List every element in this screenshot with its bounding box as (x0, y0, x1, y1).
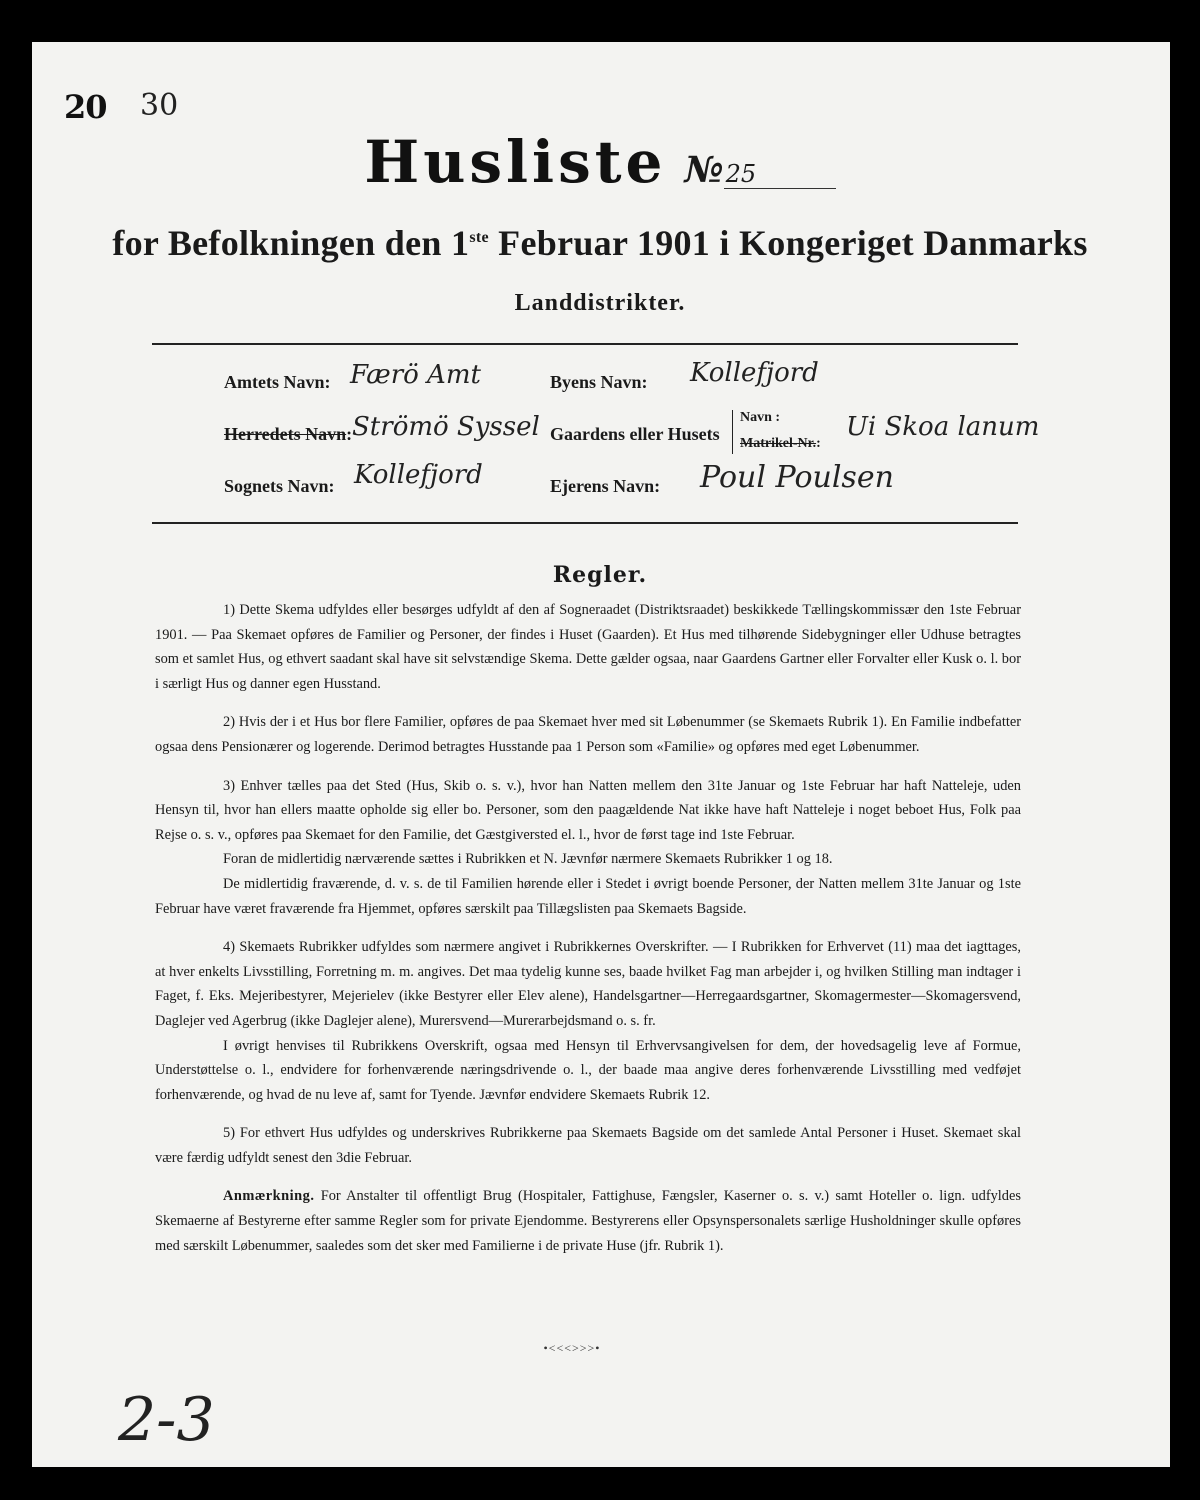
gaard-sub-matr-wrap: Matrikel-Nr.: (740, 436, 821, 451)
ornament-divider: •<<<>>>• (543, 1341, 601, 1355)
page-number-left: 20 (64, 88, 107, 126)
rule-3-note-a: Foran de midlertidig nærværende sættes i Rubrikken et N. Jævnfør nærmere Skemaets Rubrikker 1 og 18. (223, 851, 833, 868)
rule-4-note: I øvrigt henvises til Rubrikkens Overskrift, ogsaa med Hensyn til Erhvervsangivelsen for dem, der hovedsagelig leve af Formue, Understøttelse o. l., endvidere for forhenværende næringsdrivende o. l., der baade maa angive deres forhenværende Livsstilling med vedføjet forhenværende, og hvad de nu leve af, samt for Tyende. Jævnfør endvidere Skemaets Rubrik 12. (155, 1037, 1021, 1103)
herred-label: Herredets Navn (224, 424, 347, 444)
gaard-value: Ui Skoa lanum (846, 412, 1040, 442)
by-value: Kollefjord (690, 358, 819, 388)
rule-1: 1) Dette Skema udfyldes eller besørges udfyldt af den af Sogneraadet (Distriktsraadet) beskikkede Tællingskommissær den 1ste Februar 1901. — Paa Skemaet opføres de Familier og Personer, der findes i Huset (Gaarden). Et Hus med tilhørende Sidebygninger eller Udhuse betragtes som et samlet Hus, og ethvert saadant skal have sit selvstændige Skema. Dette gælder ogsaa, naar Gaardens Gartner eller Forvalter eller Kusk o. l. bor i særligt Hus og danner egen Husstand. (155, 602, 1021, 692)
list-number: 25 (724, 160, 836, 189)
sogn-label: Sognets Navn: (224, 476, 335, 496)
amt-label: Amtets Navn: (224, 372, 331, 392)
herred-value: Strömö Syssel (352, 412, 540, 442)
page-number-right: 30 (140, 88, 179, 123)
title-row (0, 128, 1200, 196)
gaard-sub-matr: Matrikel-Nr. (740, 436, 817, 451)
number-label: № (684, 149, 724, 191)
amt-value: Færö Amt (350, 360, 481, 390)
divider-top (152, 343, 1018, 345)
gaard-sub-name: Navn : (740, 410, 781, 425)
rule-4: 4) Skemaets Rubrikker udfyldes som nærmere angivet i Rubrikkernes Overskrifter. — I Rubrikken for Erhvervet (11) maa det iagttages, at hver enkelts Livsstilling, Forretning m. m. angives. Det maa tydelig kunne ses, baade hvilket Fag man arbejder i, og hvilken Stilling man indtager i Faget, f. Eks. Mejeribestyrer, Mejerielev (ikke Bestyrer eller Elev alene), Handelsgartner—Herregaardsgartner, Skomagermester—Skomagersvend, Daglejer ved Agerbrug (ikke Daglejer alene), Murersvend—Murerarbejdsmand o. s. fr. (155, 939, 1021, 1029)
handwritten-note: 2-3 (118, 1385, 215, 1455)
subtitle-superscript: ste (469, 229, 489, 246)
annotation (155, 1184, 1021, 1258)
rules-body (155, 598, 1021, 1272)
sogn-value: Kollefjord (354, 460, 483, 490)
gaard-label: Gaardens eller Husets (550, 424, 720, 444)
ejer-label: Ejerens Navn: (550, 476, 661, 496)
herred-label-wrap: Herredets Navn: (224, 424, 353, 444)
rules-heading: Regler. (552, 562, 648, 588)
rule-2: 2) Hvis der i et Hus bor flere Familier, opføres de paa Skemaet hver med sit Løbenummer (se Skemaets Rubrik 1). En Familie indbefatter ogsaa dens Pensionærer og logerende. Derimod betragtes Husstande paa 1 Person som «Familie» og opføres med eget Løbenummer. (155, 714, 1021, 755)
document-title: Husliste (364, 128, 667, 196)
by-label: Byens Navn: (550, 372, 648, 392)
ejer-value: Poul Poulsen (700, 460, 894, 495)
subtitle (0, 222, 1200, 264)
rule-5: 5) For ethvert Hus udfyldes og underskrives Rubrikkerne paa Skemaets Bagside om det samlede Antal Personer i Huset. Skemaet skal være færdig udfyldt senest den 3die Februar. (155, 1125, 1021, 1166)
annotation-label: Anmærkning. (223, 1188, 315, 1205)
rule-3: 3) Enhver tælles paa det Sted (Hus, Skib o. s. v.), hvor han Natten mellem den 31te Januar og 1ste Februar har haft Natteleje, uden Hensyn til, hvor han ellers maatte opholde sig eller bo. Personer, som den paagældende Nat ikke have haft Natteleje i noget beboet Hus, Folk paa Rejse o. s. v., opføres paa Skemaet for den Familie, det Gæstgiversted el. l., hvor de først tage ind 1ste Februar. (155, 777, 1021, 843)
divider-bottom (152, 522, 1018, 524)
subtitle-part-2: Februar 1901 i Kongeriget Danmarks (488, 223, 1088, 263)
rule-3-note-b: De midlertidig fraværende, d. v. s. de til Familien hørende eller i Stedet i øvrigt boende Personer, der Natten mellem 31te Januar og 1ste Februar have været fraværende fra Hjemmet, opføres særskilt paa Tillægslisten paa Skemaets Bagside. (155, 875, 1021, 917)
annotation-text: For Anstalter til offentligt Brug (Hospitaler, Fattighuse, Fængsler, Kaserner o. s. v.) samt Hoteller o. lign. udfyldes Skemaerne af Bestyrerne efter samme Regler som for private Ejendomme. Bestyrerens eller Opsynspersonalets særlige Husholdninger skulle opføres med særskilt Løbenummer, saaledes som det sker med Familierne i de private Huse (jfr. Rubrik 1). (155, 1188, 1021, 1254)
district-heading: Landdistrikter. (514, 290, 686, 316)
gaard-bracket (732, 410, 733, 454)
subtitle-part-1: for Befolkningen den 1 (112, 223, 470, 263)
